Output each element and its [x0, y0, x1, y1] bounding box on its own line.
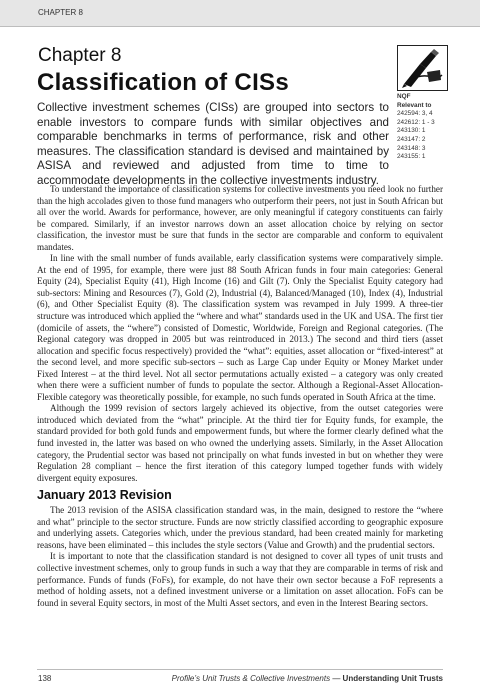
page-number: 138	[38, 674, 52, 683]
running-footer	[172, 674, 443, 683]
nqf-item: 242612: 1 - 3	[397, 118, 435, 126]
body-paragraph: The 2013 revision of the ASISA classification standard was, in the main, designed to restore the “where and what” principle to the sector structure. Funds are now strictly classified according to geographic exposure and underlying assets. Categories which, under the previous standard, had been created mainly for marketing reasons, have been eliminated – this includes the style sectors (Value and Growth) and the prudential sectors.	[37, 505, 443, 550]
nqf-title: NQF	[397, 93, 411, 100]
nqf-item: 242594: 3, 4	[397, 110, 433, 118]
nqf-reference-box	[397, 93, 463, 162]
body-paragraph: In line with the small number of funds available, early classification systems were comparatively simple. At the end of 1995, for example, there were just 88 South African funds in four main categories: General Equity (24), Specialist Equity (41), High Income (16) and Gilt (7). Only the Specialist Equity category had sub-sectors: Mining and Resources (7), Gold (2), Industrial (4), Balanced/Managed (10), Index (4), Industrial (6), and Other Specialist Equity (8). The classification system was revamped in July 1999. A three-tier structure was introduced which applied the “where and what” standards used in the UK and USA. The first tier (domicile of assets, the “where”) consisted of Domestic, Worldwide, Foreign and Regional categories. (The Regional category was dropped in 2005 but was reintroduced in 2013.) The second and third tiers (asset allocation and specific focus respectively) provided the “what”: equities, asset allocation or “fixed-interest” at the second level, and more specific sub-sectors – such as Large Cap under Equity or Money Market under Fixed Interest – at the third level. Not all sector permutations actually existed – a category was only created when there were a sufficient number of funds to populate the sector. Although a Regional-Asset Allocation-Flexible category was theoretically possible, for example, no such funds operated in South Africa at the time.	[37, 253, 443, 402]
publication-title: Profile’s Unit Trusts & Collective Investments —	[171, 674, 343, 683]
chapter-number: Chapter 8	[38, 45, 122, 66]
pen-writing-icon	[397, 45, 448, 91]
section-heading: January 2013 Revision	[37, 488, 172, 503]
nqf-item: 243147: 2	[397, 135, 426, 143]
body-paragraph: Although the 1999 revision of sectors largely achieved its objective, from the outset categories were introduced which deviated from the “what” principle. At the third tier for Equity funds, for example, the standard provided for both gold funds and empowerment funds, but where the former clearly defined what the fund invested in, the latter was based on who owned the underlying assets. Similarly, in the Asset Allocation category, the Prudential sector was based not principally on what funds invested in but on whether they were Regulation 28 compliant – hence the first iteration of this category lumped together funds with widely divergent equity exposures.	[37, 403, 443, 483]
chapter-body	[37, 184, 443, 609]
chapter-title: Classification of CISs	[37, 69, 289, 96]
nqf-subtitle: Relevant to	[397, 101, 432, 109]
body-paragraph: To understand the importance of classification systems for collective investments you need look no further than the high accolades given to those fund managers who outperform their peers, not just in South African but all over the world. Awards for performance, however, are only meaningful if category constituents can fairly be compared. Similarly, if an investor narrows down an asset allocation choice by relying on sector classification, the investor must be sure that funds in the sector are comparable and conform to equivalent mandates.	[37, 184, 443, 252]
footer-divider	[37, 669, 443, 670]
chapter-label: CHAPTER 8	[38, 8, 83, 17]
nqf-item: 243130: 1	[397, 127, 426, 135]
nqf-item: 243155: 1	[397, 153, 426, 161]
book-section-title: Understanding Unit Trusts	[342, 674, 443, 683]
chapter-intro: Collective investment schemes (CISs) are grouped into sectors to enable investors to compare funds with similar objectives and comparable benchmarks in terms of performance, risk and other measures. The classification standard is devised and maintained by ASISA and reviewed and adjusted from time to time to accommodate developments in the collective investments industry.	[37, 101, 389, 187]
chapter-header-bar	[0, 0, 480, 27]
body-paragraph: It is important to note that the classification standard is not designed to cover all types of unit trusts and collective investment schemes, only to group funds in such a way that they are comparable in terms of risk and performance. Funds of funds (FoFs), for example, do not have their own sector because a FoF represents a method of holding assets, not a defined investment universe or a limitation on asset allocation. FoFs can be found in several Equity sectors, in most of the Multi Asset sectors, and even in the Interest Bearing sectors.	[37, 551, 443, 608]
nqf-item: 243148: 3	[397, 144, 426, 152]
